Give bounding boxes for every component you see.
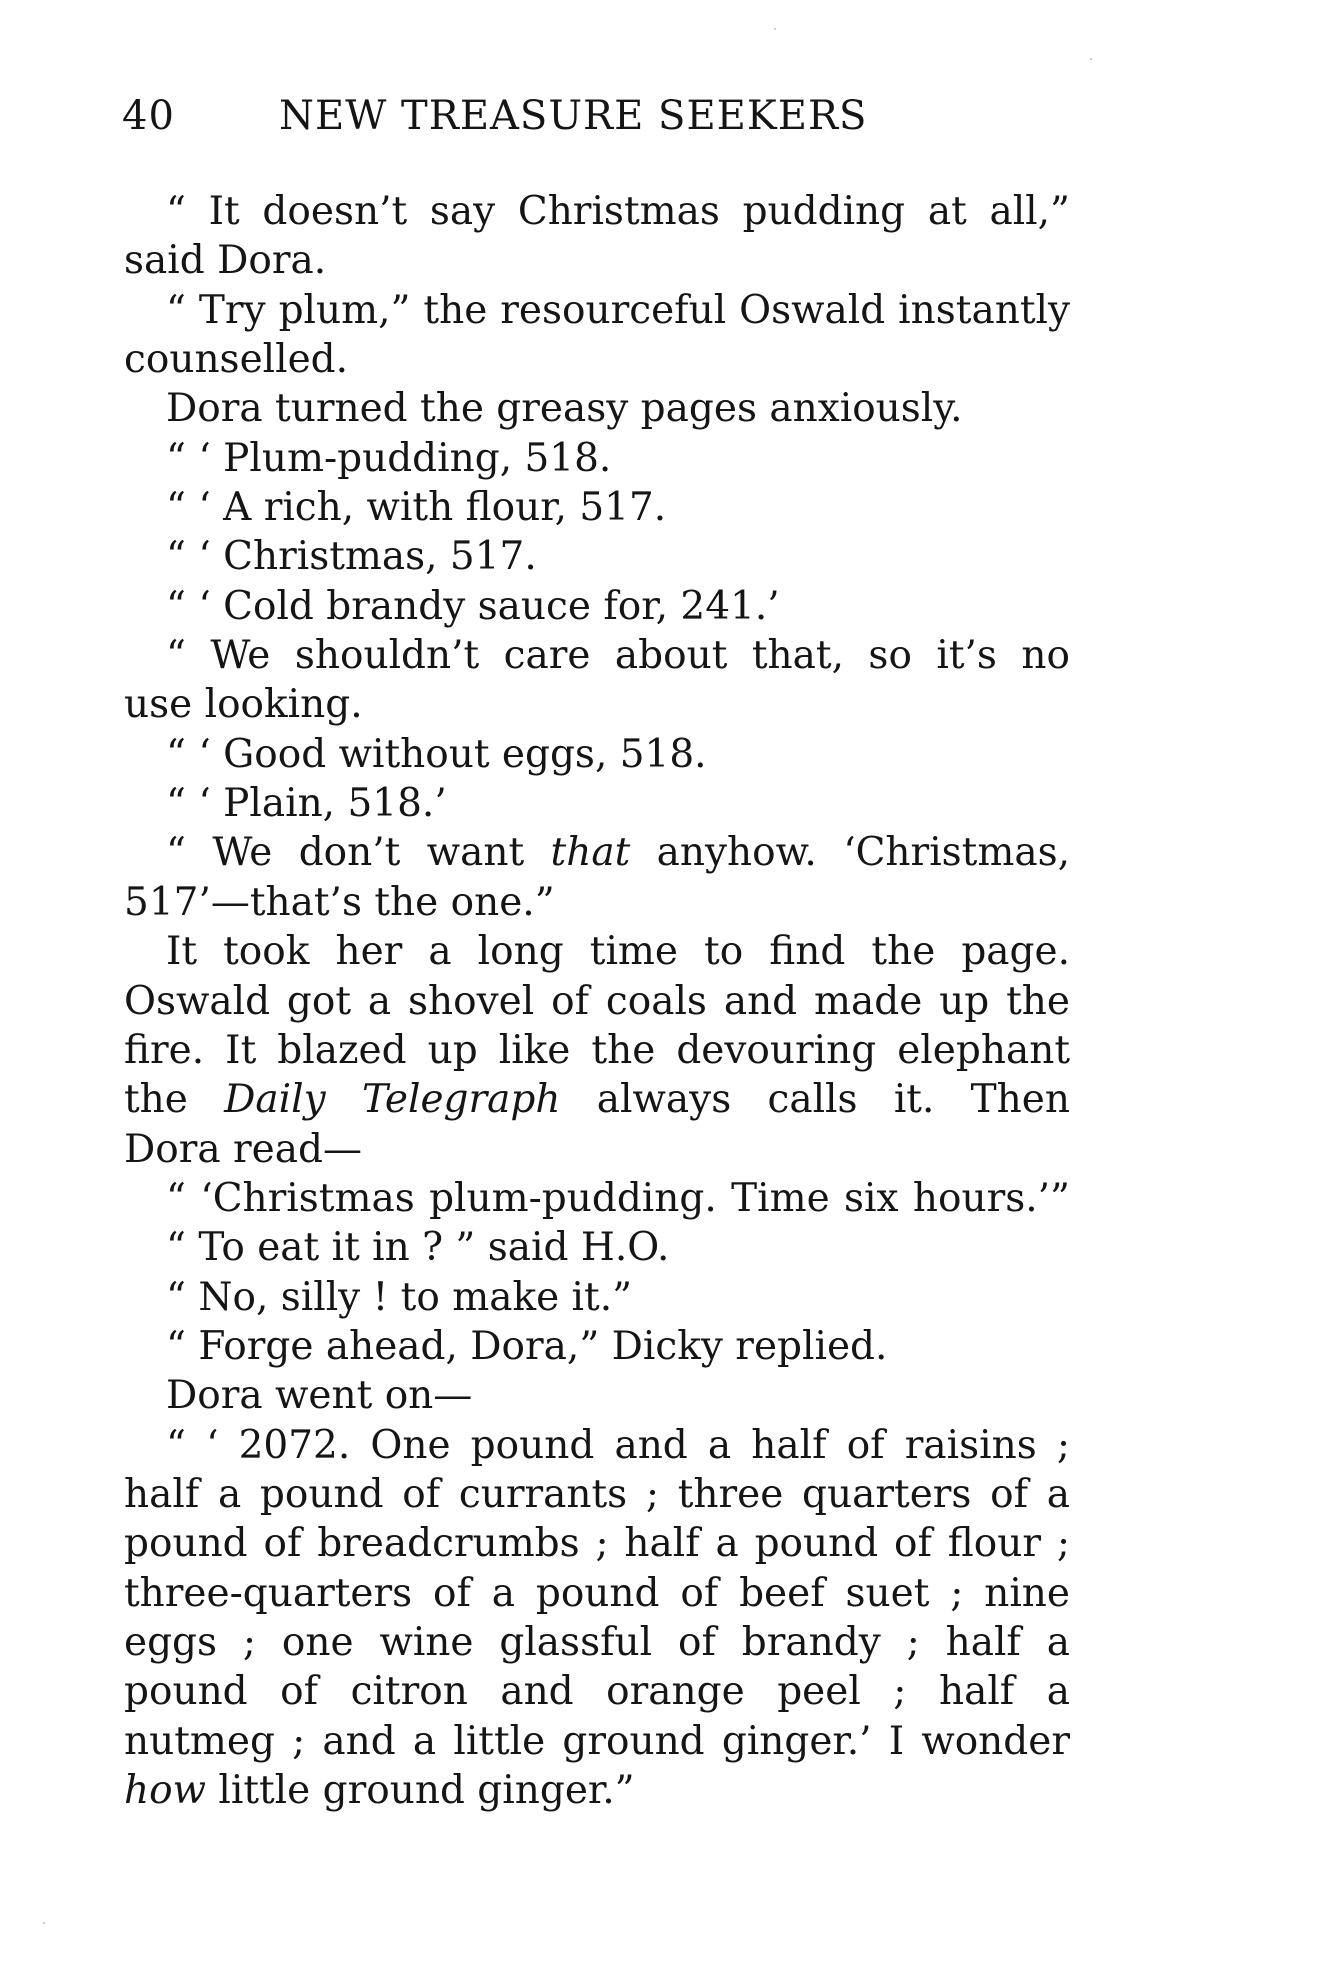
book-text bbox=[124, 187, 1070, 1815]
text-line: “ ‘ Christmas, 517. bbox=[166, 534, 537, 580]
scan-dust-mark bbox=[43, 1922, 45, 1924]
page-number: 40 bbox=[122, 93, 175, 139]
text-line: Oswald got a shovel of coals and made up the bbox=[124, 978, 1070, 1024]
text-line: nutmeg ; and a little ground ginger.’ I wonder bbox=[124, 1718, 1070, 1764]
text-line: “ ‘ A rich, with flour, 517. bbox=[166, 485, 667, 531]
text-line: 517’—that’s the one.” bbox=[124, 879, 555, 925]
text-line: pound of breadcrumbs ; half a pound of flour ; bbox=[124, 1521, 1070, 1567]
scan-dust-mark bbox=[774, 28, 776, 30]
text-line: “ We don’t want that anyhow. ‘Christmas, bbox=[166, 830, 1070, 876]
text-line: said Dora. bbox=[124, 238, 327, 284]
emphasized-word: that bbox=[550, 830, 631, 876]
text-line: “ Try plum,” the resourceful Oswald instantly bbox=[166, 287, 1070, 333]
text-line: It took her a long time to find the page. bbox=[166, 929, 1070, 975]
text-line: Dora turned the greasy pages anxiously. bbox=[166, 386, 963, 432]
text-line: “ We shouldn’t care about that, so it’s no bbox=[166, 633, 1070, 679]
scan-dust-mark bbox=[1090, 58, 1092, 60]
text-line: three-quarters of a pound of beef suet ; nine bbox=[124, 1570, 1070, 1616]
text-line: “ ‘ 2072. One pound and a half of raisins ; bbox=[166, 1422, 1070, 1468]
text-line: “ It doesn’t say Christmas pudding at all,” bbox=[166, 189, 1070, 234]
running-title: NEW TREASURE SEEKERS bbox=[279, 93, 868, 139]
text-line: pound of citron and orange peel ; half a bbox=[124, 1669, 1070, 1715]
text-line: use looking. bbox=[124, 682, 363, 728]
text-line: half a pound of currants ; three quarters of a bbox=[124, 1471, 1070, 1517]
text-line: Dora read— bbox=[124, 1126, 362, 1172]
newspaper-title: Daily Telegraph bbox=[224, 1077, 561, 1123]
text-line: “ ‘ Plum-pudding, 518. bbox=[166, 435, 612, 481]
text-line: fire. It blazed up like the devouring elephant bbox=[124, 1027, 1070, 1073]
text-line: “ Forge ahead, Dora,” Dicky replied. bbox=[166, 1323, 888, 1369]
text-line: eggs ; one wine glassful of brandy ; half a bbox=[124, 1619, 1070, 1665]
text-line: “ To eat it in ? ” said H.O. bbox=[166, 1225, 670, 1271]
text-line: Dora went on— bbox=[166, 1373, 473, 1419]
page-header bbox=[122, 88, 942, 144]
text-line: how little ground ginger.” bbox=[124, 1768, 635, 1813]
text-line: “ ‘ Plain, 518.’ bbox=[166, 781, 447, 827]
text-line: counselled. bbox=[124, 337, 349, 383]
text-line: the Daily Telegraph always calls it. Then bbox=[124, 1077, 1070, 1123]
text-line: “ No, silly ! to make it.” bbox=[166, 1274, 633, 1320]
text-line: “ ‘Christmas plum-pudding. Time six hours.’” bbox=[166, 1175, 1070, 1221]
text-line: “ ‘ Cold brandy sauce for, 241.’ bbox=[166, 583, 780, 629]
text-line: “ ‘ Good without eggs, 518. bbox=[166, 731, 707, 777]
emphasized-word: how bbox=[124, 1768, 206, 1813]
